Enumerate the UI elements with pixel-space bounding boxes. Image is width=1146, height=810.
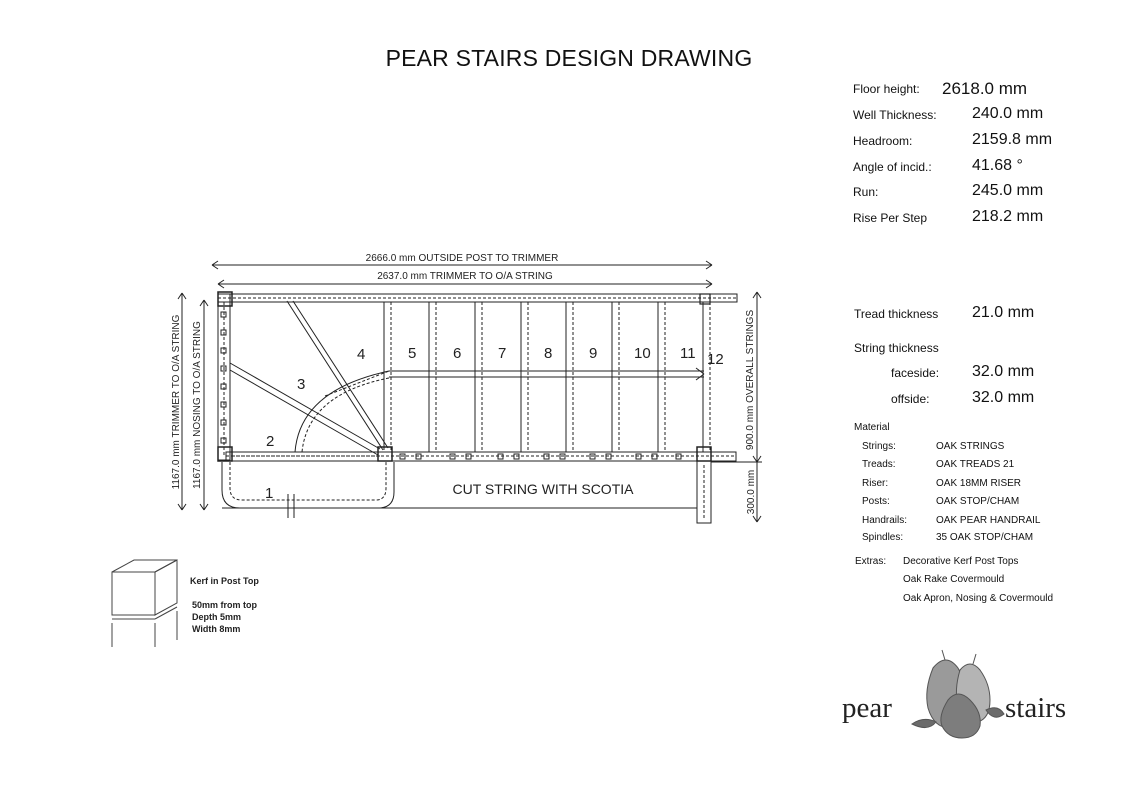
spec-value-floor-height: 2618.0 mm [942,79,1028,98]
step-number: 11 [680,345,696,362]
material-label-strings: Strings: [862,441,896,452]
spec-label-well-thickness: Well Thickness: [853,108,937,122]
spec-value-run: 245.0 mm [972,182,1044,199]
material-value-handrails: OAK PEAR HANDRAIL [936,515,1041,526]
cut-string-label: CUT STRING WITH SCOTIA [452,481,634,497]
kerf-post-sketch [112,560,177,647]
winder-treads [230,301,389,456]
material-value-strings: OAK STRINGS [936,441,1005,452]
spec-label-angle: Angle of incid.: [853,160,932,174]
material-label-handrails: Handrails: [862,515,908,526]
material-value-riser: OAK 18MM RISER [936,478,1022,489]
material-label-spindles: Spindles: [862,532,904,543]
step-number: 2 [266,433,275,450]
step-number: 9 [589,345,598,362]
spec-value-well-thickness: 240.0 mm [972,105,1044,122]
step-number: 5 [408,345,417,362]
newel-post [697,447,711,461]
step-number: 1 [265,485,274,502]
offside-label: offside: [891,392,930,406]
outer-string-left [218,294,230,460]
newel-post [378,447,392,461]
step-number: 7 [498,345,507,362]
faceside-value: 32.0 mm [972,363,1035,380]
extras-item: Oak Apron, Nosing & Covermould [903,593,1054,604]
step-number: 6 [453,345,462,362]
tread-thickness-value: 21.0 mm [972,304,1035,321]
extras-item: Oak Rake Covermould [903,574,1005,585]
kerf-line: 50mm from top [192,600,258,610]
material-heading: Material [854,422,890,433]
material-label-posts: Posts: [862,496,890,507]
dimension-label-trimmer-left: 1167.0 mm TRIMMER TO O/A STRING [171,314,182,490]
kerf-title: Kerf in Post Top [190,576,259,586]
logo-word-stairs: stairs [1005,692,1067,724]
spec-value-rise: 218.2 mm [972,208,1044,225]
extras-item: Decorative Kerf Post Tops [903,556,1019,567]
offside-value: 32.0 mm [972,389,1035,406]
dimension-label-trimmer-string: 2637.0 mm TRIMMER TO O/A STRING [377,271,553,282]
material-label-riser: Riser: [862,478,889,489]
page-title: PEAR STAIRS DESIGN DRAWING [385,45,753,71]
spec-label-headroom: Headroom: [853,134,913,148]
kerf-line: Width 8mm [192,624,241,634]
extras-label: Extras: [855,556,887,567]
step-number: 12 [707,351,724,368]
dimension-label-overall-strings: 900.0 mm OVERALL STRINGS [745,309,756,451]
tread-thickness-label: Tread thickness [854,307,939,321]
dimension-label-nosing-left: 1167.0 mm NOSING TO O/A STRING [192,321,203,489]
material-value-treads: OAK TREADS 21 [936,459,1015,470]
dimension-label-outside-post: 2666.0 mm OUTSIDE POST TO TRIMMER [365,253,559,264]
spec-label-rise: Rise Per Step [853,211,928,225]
material-value-spindles: 35 OAK STOP/CHAM [936,532,1034,543]
kerf-line: Depth 5mm [192,612,242,622]
spec-label-floor-height: Floor height: [853,82,920,96]
logo-word-pear: pear [842,692,892,724]
material-value-posts: OAK STOP/CHAM [936,496,1020,507]
step-number: 3 [297,376,306,393]
step-number: 8 [544,345,553,362]
spec-value-angle: 41.68 ° [972,157,1023,174]
pear-logo-icon [912,650,1004,738]
spec-label-run: Run: [853,185,879,199]
material-label-treads: Treads: [862,459,896,470]
right-string [697,461,745,523]
outer-string-top [218,294,737,302]
step-number: 10 [634,345,651,362]
step-number: 4 [357,346,366,363]
dimension-label-300: 300.0 mm [746,469,757,515]
spec-value-headroom: 2159.8 mm [972,131,1053,148]
string-thickness-label: String thickness [854,341,939,355]
step-numbers [265,345,724,502]
faceside-label: faceside: [891,366,940,380]
